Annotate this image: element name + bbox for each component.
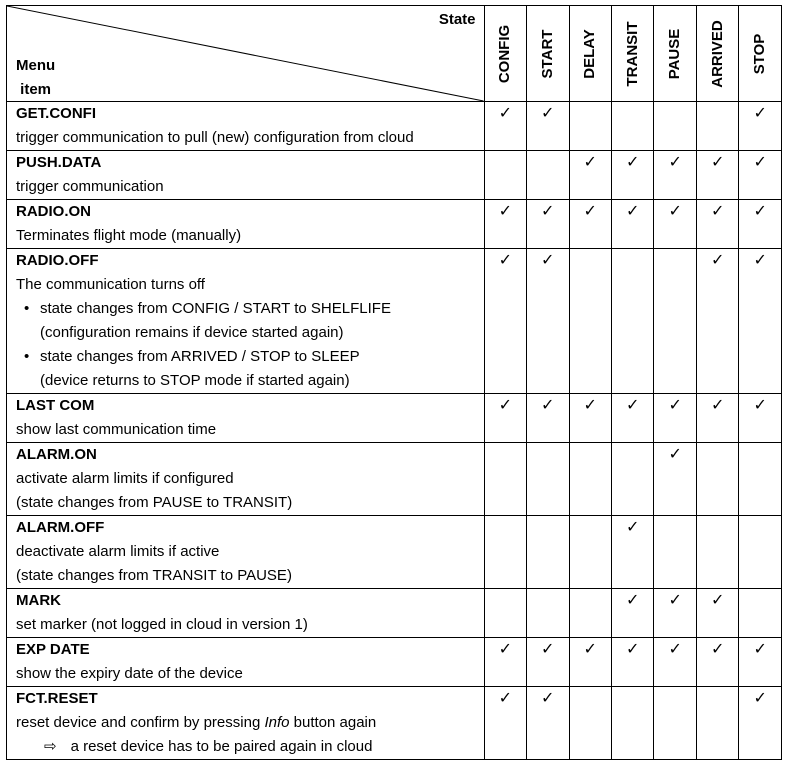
menu-item-description: The communication turns off [16,276,205,293]
menu-item-description: set marker (not logged in cloud in version 1) [16,616,308,633]
menu-item-title: ALARM.OFF [16,519,105,536]
table-row [7,249,782,394]
menu-item-cell [7,687,485,760]
state-cell-delay [569,638,611,687]
table-body [7,102,782,760]
checkmark-icon: ✓ [626,519,640,536]
header-corner-cell [7,6,485,102]
table-row [7,638,782,687]
checkmark-icon: ✓ [583,641,597,658]
menu-item-cell [7,589,485,638]
menu-item-description: show last communication time [16,421,217,438]
state-cell-transit [611,394,653,443]
header-row [7,6,782,102]
menu-item-description: (state changes from TRANSIT to PAUSE) [16,567,292,584]
menu-item-description: reset device and confirm by pressing Info button again [16,714,377,731]
checkmark-icon: ✓ [668,154,682,171]
checkmark-icon: ✓ [668,446,682,463]
menu-item-description: trigger communication to pull (new) configuration from cloud [16,129,414,146]
state-cell-delay [569,151,611,200]
checkmark-icon: ✓ [541,252,555,269]
checkmark-icon: ✓ [626,203,640,220]
menu-item-title: RADIO.OFF [16,252,99,269]
state-cell-stop [739,443,782,516]
menu-item-cell [7,249,485,394]
menu-item-description: (state changes from PAUSE to TRANSIT) [16,494,293,511]
menu-item-cell [7,516,485,589]
state-cell-delay [569,687,611,760]
checkmark-icon: ✓ [668,397,682,414]
state-cell-transit [611,443,653,516]
table-row [7,102,782,151]
state-cell-transit [611,687,653,760]
state-cell-stop [739,394,782,443]
state-cell-pause [654,638,696,687]
menu-item-description: trigger communication [16,178,164,195]
menu-item-description: show the expiry date of the device [16,665,243,682]
menu-item-description: Terminates flight mode (manually) [16,227,242,244]
state-cell-arrived [696,151,738,200]
menu-item-title: EXP DATE [16,641,90,658]
state-cell-stop [739,638,782,687]
state-cell-arrived [696,443,738,516]
state-cell-stop [739,589,782,638]
info-button-reference: Info [264,714,290,731]
state-cell-start [527,516,569,589]
state-cell-start [527,394,569,443]
state-cell-delay [569,249,611,394]
state-cell-transit [611,102,653,151]
state-cell-transit [611,200,653,249]
state-cell-arrived [696,638,738,687]
checkmark-icon: ✓ [753,154,767,171]
bullet-item [40,297,476,345]
checkmark-icon: ✓ [668,641,682,658]
menu-item-cell [7,151,485,200]
checkmark-icon: ✓ [498,690,512,707]
state-cell-start [527,589,569,638]
state-cell-stop [739,151,782,200]
checkmark-icon: ✓ [541,690,555,707]
state-cell-pause [654,687,696,760]
state-cell-config [484,151,526,200]
state-cell-config [484,102,526,151]
checkmark-icon: ✓ [541,641,555,658]
state-cell-pause [654,102,696,151]
menu-state-table [6,5,782,760]
checkmark-icon: ✓ [753,203,767,220]
table-row [7,394,782,443]
state-cell-arrived [696,394,738,443]
state-cell-transit [611,638,653,687]
menu-item-description: deactivate alarm limits if active [16,543,220,560]
state-header-arrived: ARRIVED [696,6,738,102]
state-cell-stop [739,102,782,151]
checkmark-icon: ✓ [498,203,512,220]
checkmark-icon: ✓ [753,105,767,122]
state-cell-delay [569,394,611,443]
state-cell-config [484,687,526,760]
menu-item-title: GET.CONFI [16,105,97,122]
table-row [7,151,782,200]
state-cell-config [484,443,526,516]
state-cell-start [527,200,569,249]
state-header-transit: TRANSIT [611,6,653,102]
table-row [7,687,782,760]
checkmark-icon: ✓ [541,397,555,414]
checkmark-icon: ✓ [541,105,555,122]
checkmark-icon: ✓ [541,203,555,220]
checkmark-icon: ✓ [498,252,512,269]
state-cell-pause [654,589,696,638]
checkmark-icon: ✓ [626,592,640,609]
state-cell-delay [569,516,611,589]
checkmark-icon: ✓ [753,252,767,269]
state-cell-config [484,516,526,589]
menu-item-title: MARK [16,592,61,609]
checkmark-icon: ✓ [668,203,682,220]
menu-item-title: RADIO.ON [16,203,91,220]
checkmark-icon: ✓ [710,203,725,220]
state-cell-start [527,249,569,394]
state-cell-config [484,249,526,394]
checkmark-icon: ✓ [753,397,767,414]
right-arrow-icon: ⇨ [44,738,57,755]
menu-item-title: PUSH.DATA [16,154,102,171]
state-cell-transit [611,589,653,638]
bullet-subtext: (configuration remains if device started again) [40,324,344,341]
checkmark-icon: ✓ [753,641,767,658]
state-cell-stop [739,516,782,589]
bullet-subtext: (device returns to STOP mode if started again) [40,372,350,389]
state-cell-transit [611,249,653,394]
checkmark-icon: ✓ [583,397,597,414]
state-cell-arrived [696,102,738,151]
bullet-list [16,297,476,393]
table-row [7,443,782,516]
state-cell-stop [739,200,782,249]
state-cell-start [527,687,569,760]
state-cell-start [527,443,569,516]
state-header-delay: DELAY [569,6,611,102]
checkmark-icon: ✓ [710,592,725,609]
state-cell-config [484,200,526,249]
state-cell-delay [569,443,611,516]
checkmark-icon: ✓ [668,592,682,609]
state-cell-pause [654,200,696,249]
state-cell-delay [569,589,611,638]
checkmark-icon: ✓ [753,690,767,707]
note-line: ⇨ a reset device has to be paired again in cloud [44,738,373,755]
state-cell-arrived [696,589,738,638]
table-row [7,516,782,589]
menu-item-title: LAST COM [16,397,95,414]
state-cell-start [527,151,569,200]
checkmark-icon: ✓ [710,641,725,658]
checkmark-icon: ✓ [626,397,640,414]
state-header-stop: STOP [739,6,782,102]
checkmark-icon: ✓ [626,641,640,658]
menu-item-cell [7,394,485,443]
checkmark-icon: ✓ [498,641,512,658]
state-cell-pause [654,151,696,200]
state-cell-pause [654,249,696,394]
state-cell-arrived [696,249,738,394]
state-cell-start [527,638,569,687]
checkmark-icon: ✓ [498,105,512,122]
menu-item-title: FCT.RESET [16,690,98,707]
menu-item-description: activate alarm limits if configured [16,470,234,487]
state-axis-label: State [438,11,476,28]
state-cell-delay [569,102,611,151]
menu-item-cell [7,443,485,516]
state-header-pause: PAUSE [654,6,696,102]
state-cell-stop [739,249,782,394]
state-cell-config [484,638,526,687]
checkmark-icon: ✓ [710,252,725,269]
state-cell-pause [654,394,696,443]
table-row [7,589,782,638]
menu-item-cell [7,200,485,249]
state-cell-delay [569,200,611,249]
menu-item-cell [7,102,485,151]
state-cell-start [527,102,569,151]
state-cell-arrived [696,516,738,589]
checkmark-icon: ✓ [626,154,640,171]
checkmark-icon: ✓ [710,397,725,414]
checkmark-icon: ✓ [583,154,597,171]
menu-item-cell [7,638,485,687]
state-cell-transit [611,516,653,589]
bullet-item [40,345,476,393]
state-cell-stop [739,687,782,760]
bullet-text: • state changes from ARRIVED / STOP to SLEEP [40,348,360,365]
state-cell-arrived [696,687,738,760]
menu-item-title: ALARM.ON [16,446,97,463]
state-cell-pause [654,443,696,516]
diagonal-divider [7,6,484,101]
state-header-start: START [527,6,569,102]
checkmark-icon: ✓ [498,397,512,414]
table-row [7,200,782,249]
checkmark-icon: ✓ [583,203,597,220]
menu-item-axis-label: Menu item [16,57,56,98]
state-cell-pause [654,516,696,589]
state-cell-config [484,394,526,443]
checkmark-icon: ✓ [710,154,725,171]
state-cell-transit [611,151,653,200]
state-cell-config [484,589,526,638]
state-header-config: CONFIG [484,6,526,102]
bullet-text: • state changes from CONFIG / START to SHELFLIFE [40,300,391,317]
state-cell-arrived [696,200,738,249]
